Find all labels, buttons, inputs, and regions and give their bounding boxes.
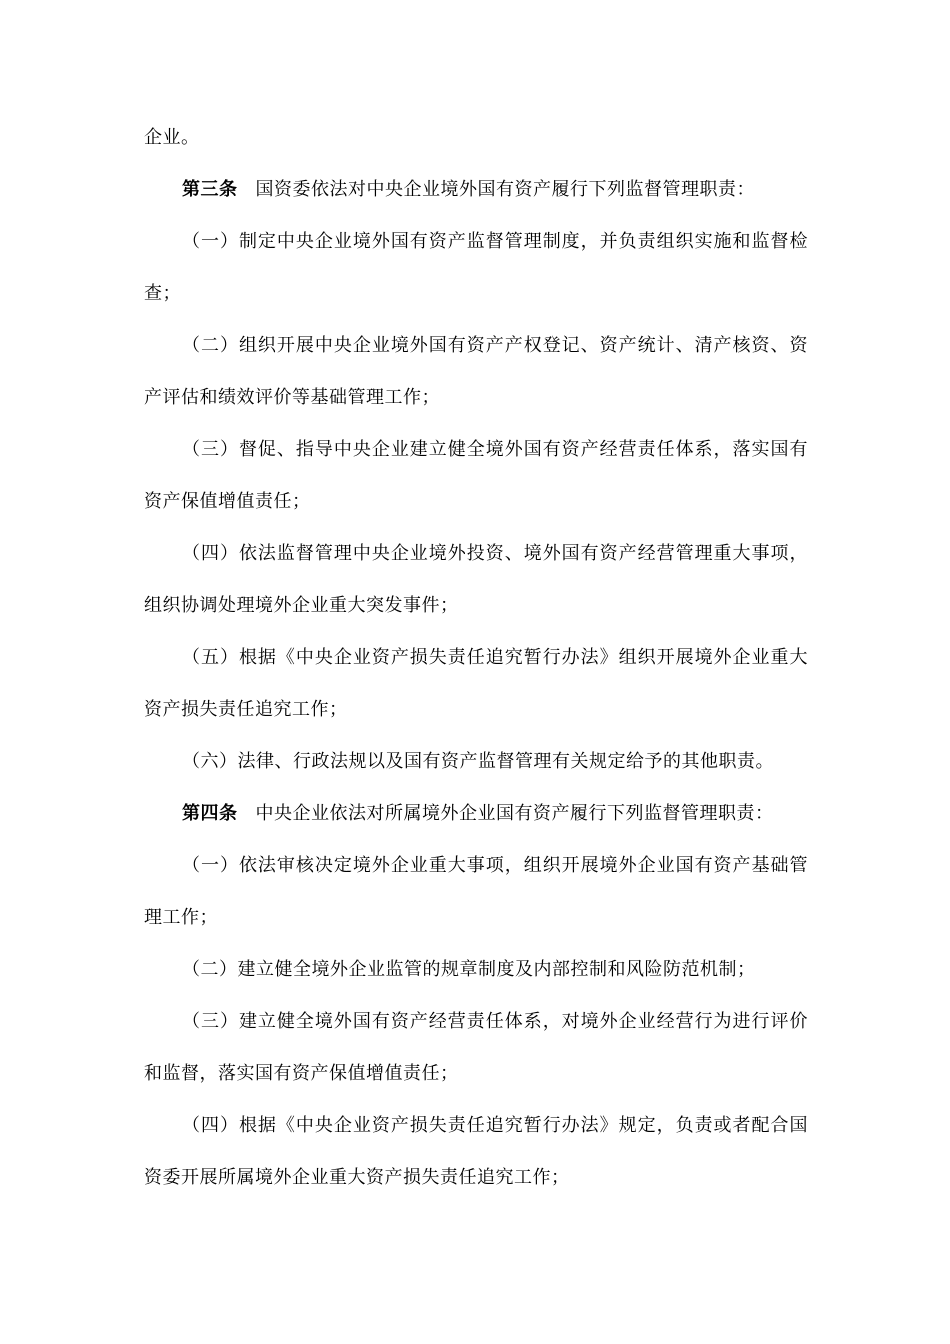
article-3-item-3 bbox=[144, 424, 808, 528]
document-body bbox=[144, 112, 808, 1204]
article-3-item-2 bbox=[144, 320, 808, 424]
paragraph-text: （六）法律、行政法规以及国有资产监督管理有关规定给予的其他职责。 bbox=[182, 751, 774, 772]
article-4-item-4 bbox=[144, 1100, 808, 1204]
paragraph-text: （五）根据《中央企业资产损失责任追究暂行办法》组织开展境外企业重大资产损失责任追究工作； bbox=[144, 647, 808, 720]
paragraph-text: （一）制定中央企业境外国有资产监督管理制度，并负责组织实施和监督检查； bbox=[144, 231, 808, 304]
article-3-item-5 bbox=[144, 632, 808, 736]
article-3-item-6 bbox=[144, 736, 808, 788]
article-4-item-2 bbox=[144, 944, 808, 996]
paragraph-text: （二）建立健全境外企业监管的规章制度及内部控制和风险防范机制； bbox=[182, 959, 756, 980]
paragraph-text: （三）建立健全境外国有资产经营责任体系，对境外企业经营行为进行评价和监督，落实国有资产保值增值责任； bbox=[144, 1011, 808, 1084]
paragraph-text: （四）依法监督管理中央企业境外投资、境外国有资产经营管理重大事项，组织协调处理境外企业重大突发事件； bbox=[144, 543, 808, 616]
article-3-heading bbox=[144, 164, 808, 216]
paragraph-text: （一）依法审核决定境外企业重大事项，组织开展境外企业国有资产基础管理工作； bbox=[144, 855, 808, 928]
paragraph-text: （四）根据《中央企业资产损失责任追究暂行办法》规定，负责或者配合国资委开展所属境外企业重大资产损失责任追究工作； bbox=[144, 1115, 808, 1188]
article-3-item-4 bbox=[144, 528, 808, 632]
article-4-item-3 bbox=[144, 996, 808, 1100]
article-4-heading bbox=[144, 788, 808, 840]
article-number: 第三条 bbox=[182, 179, 238, 200]
article-4-item-1 bbox=[144, 840, 808, 944]
paragraph-text: 国资委依法对中央企业境外国有资产履行下列监督管理职责： bbox=[255, 179, 755, 200]
article-number: 第四条 bbox=[182, 803, 238, 824]
paragraph-text: （二）组织开展中央企业境外国有资产产权登记、资产统计、清产核资、资产评估和绩效评价等基础管理工作； bbox=[144, 335, 808, 408]
paragraph-continuation bbox=[144, 112, 808, 164]
paragraph-text: 中央企业依法对所属境外企业国有资产履行下列监督管理职责： bbox=[255, 803, 774, 824]
paragraph-text: （三）督促、指导中央企业建立健全境外国有资产经营责任体系，落实国有资产保值增值责任； bbox=[144, 439, 808, 512]
article-3-item-1 bbox=[144, 216, 808, 320]
paragraph-text: 企业。 bbox=[144, 127, 200, 148]
